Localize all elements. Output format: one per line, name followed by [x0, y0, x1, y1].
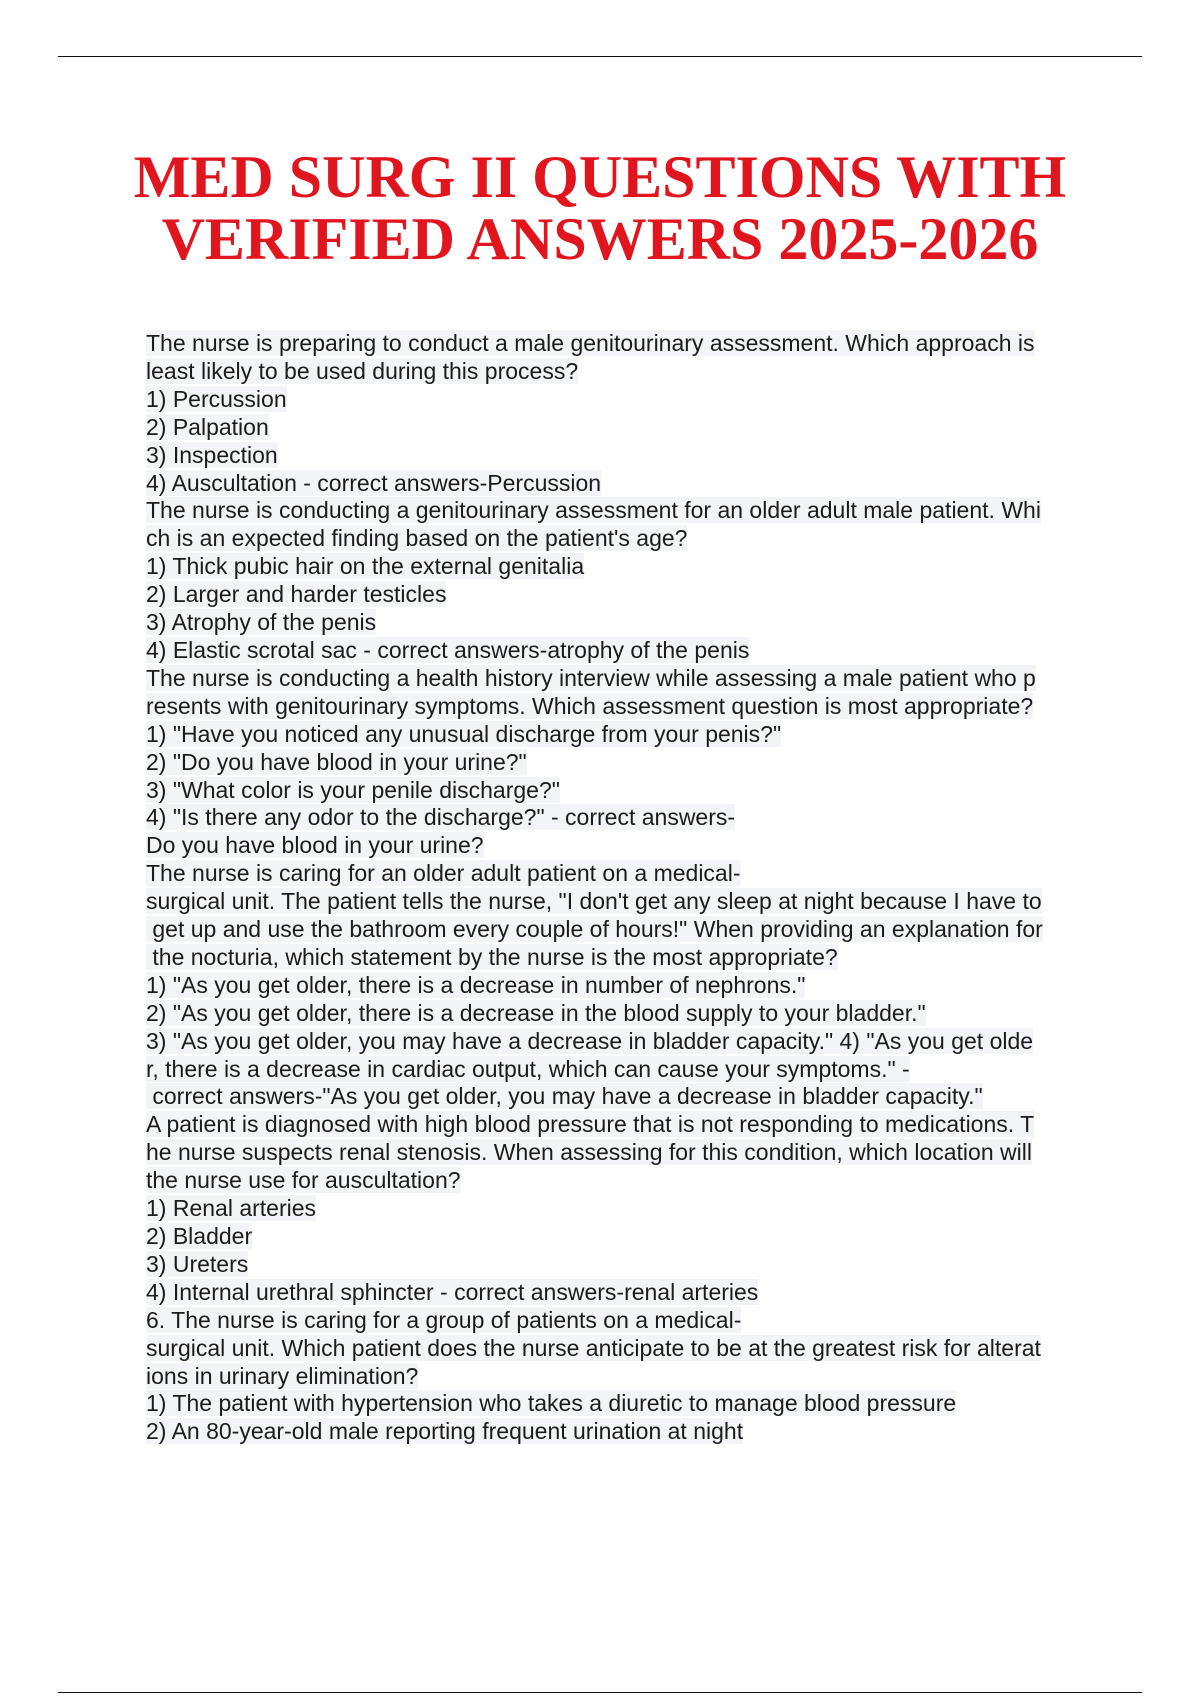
text-line: 1) "Have you noticed any unusual discharge from your penis?" [146, 720, 782, 747]
text-line: get up and use the bathroom every couple of hours!" When providing an explanation for [146, 916, 1043, 943]
top-rule [58, 56, 1142, 57]
bottom-rule [58, 1692, 1142, 1693]
text-line: 1) The patient with hypertension who takes a diuretic to manage blood pressure [146, 1390, 957, 1417]
text-line: The nurse is conducting a genitourinary assessment for an older adult male patient. Whi [146, 497, 1041, 524]
text-line: 6. The nurse is caring for a group of patients on a medical- [146, 1306, 742, 1333]
document-title [0, 146, 1200, 270]
question-text-block [146, 330, 1146, 1446]
text-line: Do you have blood in your urine? [146, 832, 484, 859]
text-line: 1) "As you get older, there is a decrease in number of nephrons." [146, 971, 806, 998]
text-line: the nocturia, which statement by the nurse is the most appropriate? [146, 943, 838, 970]
text-line: least likely to be used during this process? [146, 357, 579, 384]
text-line: 2) "Do you have blood in your urine?" [146, 748, 527, 775]
text-line: the nurse use for auscultation? [146, 1167, 461, 1194]
text-line: The nurse is conducting a health history interview while assessing a male patient who p [146, 664, 1036, 691]
text-line: 4) "Is there any odor to the discharge?" - correct answers- [146, 804, 736, 831]
text-line: 4) Elastic scrotal sac - correct answers-atrophy of the penis [146, 636, 750, 663]
text-line: 2) Palpation [146, 413, 269, 440]
text-line: r, there is a decrease in cardiac output, which can cause your symptoms." - [146, 1055, 910, 1082]
text-line: 3) Ureters [146, 1250, 249, 1277]
text-line: surgical unit. The patient tells the nurse, "I don't get any sleep at night because I have to [146, 888, 1042, 915]
text-line: 2) An 80-year-old male reporting frequent urination at night [146, 1418, 744, 1445]
text-line: 2) Bladder [146, 1223, 253, 1249]
text-line: 3) "As you get older, you may have a decrease in bladder capacity." 4) "As you get olde [146, 1027, 1034, 1054]
text-line: resents with genitourinary symptoms. Which assessment question is most appropriate? [146, 692, 1034, 719]
text-line: 1) Renal arteries [146, 1195, 317, 1222]
title-line-2: VERIFIED ANSWERS 2025-2026 [161, 206, 1039, 272]
text-line: 2) Larger and harder testicles [146, 581, 447, 608]
text-line: correct answers-"As you get older, you may have a decrease in bladder capacity." [146, 1083, 983, 1110]
text-line: he nurse suspects renal stenosis. When assessing for this condition, which location will [146, 1139, 1032, 1166]
title-line-1: MED SURG II QUESTIONS WITH [133, 144, 1067, 210]
text-line: 1) Percussion [146, 385, 287, 412]
text-line: ions in urinary elimination? [146, 1362, 419, 1389]
text-line: surgical unit. Which patient does the nurse anticipate to be at the greatest risk for alterat [146, 1334, 1041, 1361]
text-line: The nurse is preparing to conduct a male genitourinary assessment. Which approach is [146, 330, 1035, 356]
text-line: ch is an expected finding based on the patient's age? [146, 525, 688, 552]
text-line: 3) Inspection [146, 441, 278, 468]
text-line: The nurse is caring for an older adult patient on a medical- [146, 860, 741, 887]
text-line: A patient is diagnosed with high blood pressure that is not responding to medications. T [146, 1111, 1035, 1138]
text-line: 4) Internal urethral sphincter - correct answers-renal arteries [146, 1278, 759, 1305]
text-line: 1) Thick pubic hair on the external genitalia [146, 553, 585, 580]
text-line: 3) "What color is your penile discharge?" [146, 776, 560, 803]
text-line: 3) Atrophy of the penis [146, 609, 377, 636]
text-line: 2) "As you get older, there is a decrease in the blood supply to your bladder." [146, 999, 926, 1026]
text-line: 4) Auscultation - correct answers-Percussion [146, 469, 602, 496]
